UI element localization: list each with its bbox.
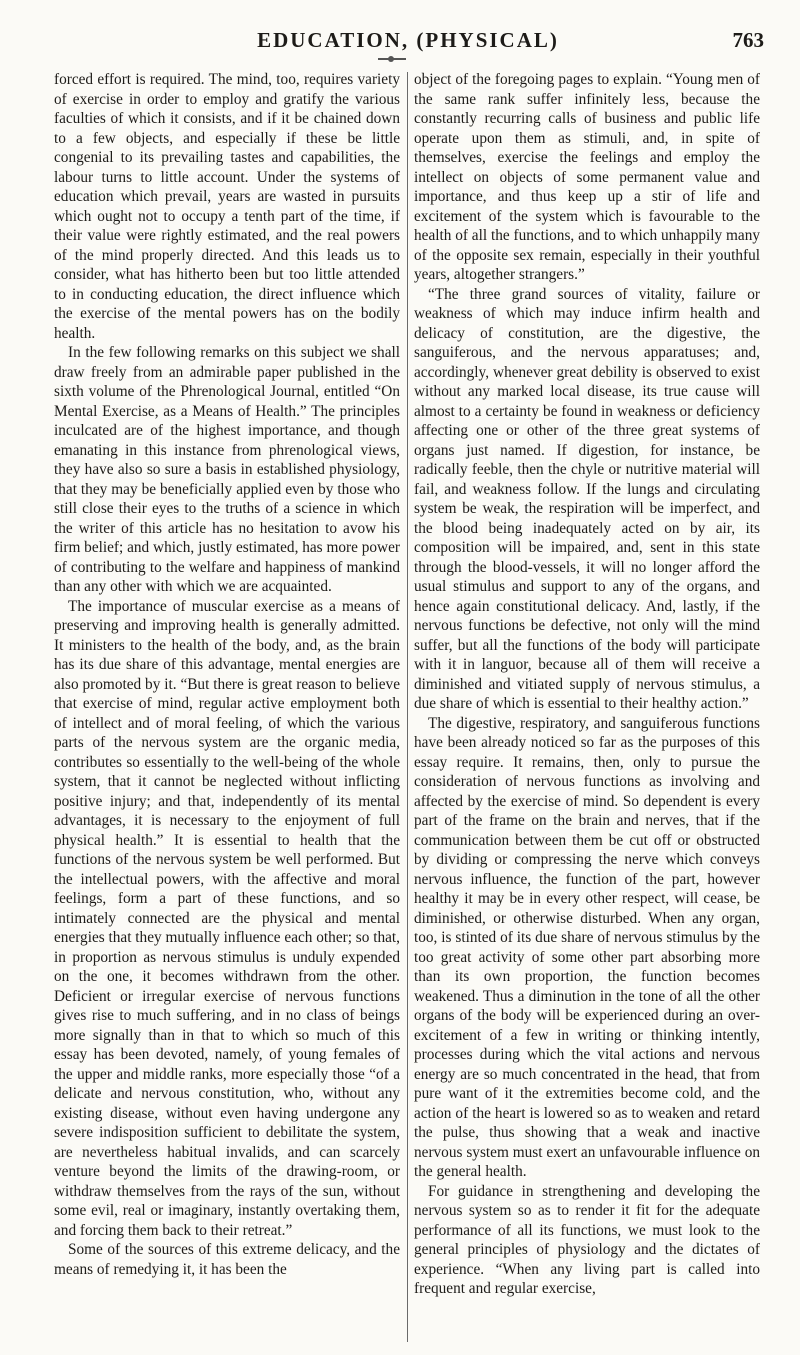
paragraph: “The three grand sources of vitality, failure or weakness of which may induce infirm health and delicacy of constitution, are the digestive, the sanguiferous, and the nervous apparatuses; and, accordingly, whenever great debility is observed to exist without any marked local disease, its true cause will almost to a certainty be found in weakness or deficiency affecting one or other of the three great systems of organs just named. If digestion, for instance, be radically feeble, then the chyle or nutritive material will fail, and weakness follow. If the lungs and circulating system be weak, the respiration will be imperfect, and the blood being inadequately acted on by air, its composition will be impaired, and, sent in this state through the blood-vessels, it will no longer afford the usual stimulus and support to any of the organs, and hence again constitutional delicacy. And, lastly, if the nervous functions be defective, not only will the mind suffer, but all the functions of the body will participate with it in languor, because all of them will receive a diminished and vitiated supply of nervous stimulus, a due share of which is essential to their healthy action.” — [414, 285, 760, 712]
left-column — [54, 70, 400, 1279]
paragraph: The importance of muscular exercise as a means of preserving and improving health is generally admitted. It ministers to the health of the body, and, as the brain has its due share of this advantage, mental energies are also promoted by it. “But there is great reason to believe that exercise of mind, regular active employment both of intellect and of moral feeling, of which the various parts of the nervous system are the organic media, contributes so essentially to the well-being of the whole system, that it cannot be neglected without inflicting positive injury; and that, independently of its mental advantages, it is necessary to the enjoyment of full physical health.” It is essential to health that the functions of the nervous system be well performed. But the intellectual powers, with the affective and moral feelings, form a part of these functions, and so intimately connected are the physical and mental energies that they mutually influence each other; so that, in proportion as nervous stimulus is unduly expended on the one, it becomes withdrawn from the other. Deficient or irregular exercise of nervous functions gives rise to much suffering, and in no class of beings more signally than in that to which so much of this essay has been devoted, namely, of young females of the upper and middle ranks, more especially those “of a delicate and nervous constitution, who, without any existing disease, without even having undergone any severe indisposition sufficient to debilitate the system, are nevertheless habitual invalids, and can scarcely venture beyond the limits of the drawing-room, or withdraw themselves from the rays of the sun, without some evil, real or imaginary, instantly overtaking them, and forcing them back to their retreat.” — [54, 597, 400, 1239]
column-divider — [407, 72, 408, 1342]
right-column — [414, 70, 760, 1299]
paragraph: forced effort is required. The mind, too, requires variety of exercise in order to employ and gratify the various faculties of which it consists, and if it be chained down to a few objects, and especially if these be little congenial to its prevailing tastes and capabilities, the labour turns to little account. Under the systems of education which prevail, years are wasted in pursuits which ought not to occupy a tenth part of the time, if their value were rightly estimated, and the real powers of the mind properly directed. And this leads us to consider, what has hitherto been but too little attended to in conducting education, the direct influence which the exercise of the mental powers has on the bodily health. — [54, 71, 400, 342]
paragraph: For guidance in strengthening and developing the nervous system so as to render it fit for the adequate performance of all its functions, we must look to the general principles of physiology and the dictates of experience. “When any living part is called into frequent and regular exercise, — [414, 1182, 760, 1297]
page-number: 763 — [732, 28, 764, 52]
paragraph: object of the foregoing pages to explain. “Young men of the same rank suffer infinitely less, because the constantly recurring calls of business and public life operate upon them as stimuli, and, in spite of themselves, exercise the feelings and employ the intellect on objects of some permanent value and importance, and thus keep up a stir of life and excitement of the system which is favourable to the health of all the functions, and to which unhappily many of the opposite sex remain, especially in their youthful years, altogether strangers.” — [414, 71, 760, 283]
running-title: EDUCATION, (PHYSICAL) — [257, 28, 559, 52]
paragraph: In the few following remarks on this subject we shall draw freely from an admirable paper published in the sixth volume of the Phrenological Journal, entitled “On Mental Exercise, as a Means of Health.” The principles inculcated are of the highest importance, and though emanating in this instance from phrenological views, they have also so sure a basis in established physiology, that they may be beneficially applied even by those who still close their eyes to the truths of a science in which the writer of this article has no hesitation to avow his firm belief; and which, justly estimated, has more power of contributing to the welfare and happiness of mankind than any other with which we are acquainted. — [54, 344, 400, 595]
paragraph: Some of the sources of this extreme delicacy, and the means of remedying it, it has been the — [54, 1241, 400, 1278]
paragraph: The digestive, respiratory, and sanguiferous functions have been already noticed so far as the purposes of this essay require. It remains, then, only to pursue the consideration of nervous functions as involving and affected by the exercise of mind. So dependent is every part of the frame on the brain and nerves, that if the communication between them be cut off or obstructed by dividing or compressing the nerve which conveys nervous influence, the function of the part, however healthy it may be in every other respect, will cease, be diminished, or otherwise disturbed. When any organ, too, is stinted of its due share of nervous stimulus by the too great activity of some other part absorbing more than its own proportion, the function becomes weakened. Thus a diminution in the tone of all the other organs of the body will be experienced during an over-excitement of a few in writing or thinking intently, processes during which the vital actions and nervous energy are so much concentrated in the head, that from pure want of it the extremities become cold, and the action of the heart is lowered so as to weaken and retard the pulse, thus showing that a weak and inactive nervous system must exert an unfavourable influence on the general health. — [414, 714, 760, 1180]
header-ornament — [378, 58, 406, 60]
page-header — [52, 28, 764, 54]
